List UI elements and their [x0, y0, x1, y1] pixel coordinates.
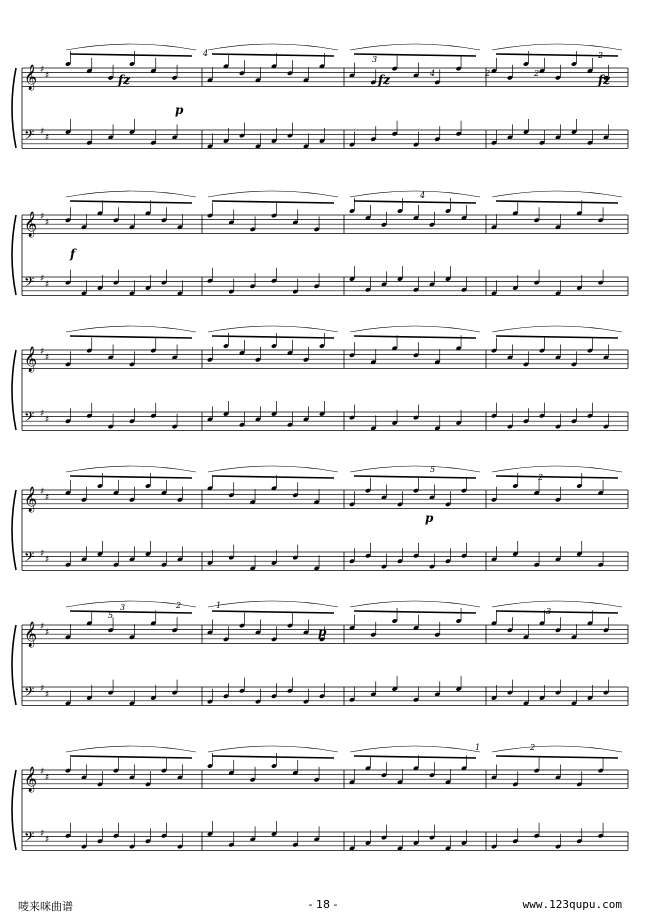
sharp-icon: ♯	[45, 353, 50, 363]
dynamic-mark: fz	[598, 73, 610, 87]
fingering-number: 5	[108, 611, 114, 620]
slur	[350, 601, 480, 607]
sharp-icon: ♯	[40, 622, 45, 632]
slur	[66, 466, 196, 472]
slur	[492, 326, 622, 332]
slur	[492, 191, 622, 197]
sharp-icon: ♯	[45, 773, 50, 783]
music-system	[12, 746, 628, 851]
music-system	[12, 601, 628, 706]
slur	[350, 466, 480, 472]
treble-clef-icon: 𝄞	[24, 767, 38, 792]
bass-clef-icon: 𝄢	[24, 684, 35, 703]
fingering-number: 2	[534, 69, 540, 78]
sharp-icon: ♯	[40, 347, 45, 357]
bass-clef-icon: 𝄢	[24, 274, 35, 293]
page-number: - 18 -	[308, 898, 338, 911]
sharp-icon: ♯	[45, 835, 50, 845]
bass-clef-icon: 𝄢	[24, 829, 35, 848]
music-system	[12, 326, 628, 431]
sharp-icon: ♯	[40, 487, 45, 497]
slur	[492, 44, 622, 50]
slur	[208, 466, 338, 472]
treble-clef-icon: 𝄞	[24, 622, 38, 647]
treble-clef-icon: 𝄞	[24, 487, 38, 512]
dynamic-mark: p	[175, 103, 184, 117]
slur	[66, 44, 196, 50]
music-system	[12, 191, 628, 296]
slur	[208, 44, 338, 50]
site-name: 唛来咪曲谱	[18, 900, 73, 913]
fingering-number: 2	[485, 69, 491, 78]
sharp-icon: ♯	[45, 628, 50, 638]
fingering-number: 4	[420, 191, 426, 200]
music-system	[12, 44, 628, 149]
slur	[350, 44, 480, 50]
sharp-icon: ♯	[45, 493, 50, 503]
slur	[208, 326, 338, 332]
sharp-icon: ♯	[40, 549, 45, 559]
dynamic-mark: p	[425, 511, 434, 525]
sharp-icon: ♯	[40, 65, 45, 75]
sharp-icon: ♯	[45, 690, 50, 700]
fingering-number: 3	[546, 607, 552, 616]
slur	[208, 601, 338, 607]
treble-clef-icon: 𝄞	[24, 212, 38, 237]
sharp-icon: ♯	[45, 415, 50, 425]
slur	[350, 191, 480, 197]
slur	[66, 191, 196, 197]
slur	[208, 746, 338, 752]
score-systems	[12, 44, 628, 851]
fingering-number: 3	[120, 603, 126, 612]
slur	[492, 466, 622, 472]
sharp-icon: ♯	[40, 212, 45, 222]
slur	[66, 326, 196, 332]
sharp-icon: ♯	[45, 71, 50, 81]
fingering-number: 2	[530, 743, 536, 752]
dynamic-mark: fz	[118, 73, 130, 87]
fingering-number: 5	[430, 465, 436, 474]
slur	[350, 746, 480, 752]
bass-clef-icon: 𝄢	[24, 127, 35, 146]
bass-clef-icon: 𝄢	[24, 549, 35, 568]
slur	[350, 326, 480, 332]
slur	[492, 601, 622, 607]
site-url: www.123qupu.com	[522, 898, 622, 911]
slur	[208, 191, 338, 197]
sharp-icon: ♯	[45, 133, 50, 143]
sharp-icon: ♯	[45, 555, 50, 565]
treble-clef-icon: 𝄞	[24, 65, 38, 90]
fingering-number: 1	[216, 601, 222, 610]
fingering-number: 3	[372, 55, 378, 64]
sharp-icon: ♯	[45, 280, 50, 290]
sharp-icon: ♯	[40, 829, 45, 839]
sharp-icon: ♯	[40, 684, 45, 694]
treble-clef-icon: 𝄞	[24, 347, 38, 372]
bass-clef-icon: 𝄢	[24, 409, 35, 428]
fingering-number: 4	[203, 49, 209, 58]
fingering-number: 2	[538, 473, 544, 482]
fingering-number: 1	[475, 743, 481, 752]
music-system	[12, 466, 628, 571]
dynamic-mark: fz	[378, 73, 390, 87]
sharp-icon: ♯	[40, 274, 45, 284]
slur	[492, 746, 622, 752]
sharp-icon: ♯	[40, 767, 45, 777]
fingering-number: 2	[176, 601, 182, 610]
fingering-number: 4	[430, 69, 436, 78]
sharp-icon: ♯	[40, 127, 45, 137]
dynamic-mark: p	[318, 625, 327, 639]
sharp-icon: ♯	[45, 218, 50, 228]
fingering-number: 2	[598, 51, 604, 60]
sharp-icon: ♯	[40, 409, 45, 419]
dynamic-mark: f	[70, 247, 76, 261]
slur	[66, 746, 196, 752]
